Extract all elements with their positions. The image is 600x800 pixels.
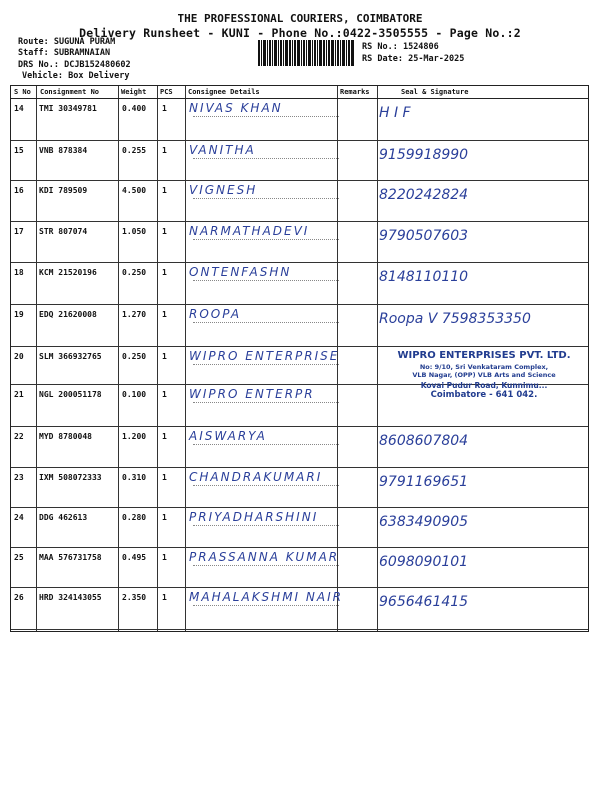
row-consignment-no: IXM 508072333 xyxy=(39,473,102,482)
row-consignee-name: ROOPA xyxy=(189,307,242,321)
row-sno: 15 xyxy=(14,146,24,155)
row-signature: 8148110110 xyxy=(379,269,469,285)
stamp-line4: Coimbatore - 641 042. xyxy=(430,390,538,400)
row-weight: 0.250 xyxy=(122,268,147,277)
row-underline xyxy=(193,525,339,526)
table-row xyxy=(11,548,588,588)
row-underline xyxy=(193,444,339,445)
col-remarks: Remarks xyxy=(340,88,370,96)
row-pcs: 1 xyxy=(162,593,167,602)
row-consignee-name: WIPRO ENTERPRISE xyxy=(189,349,340,363)
row-underline xyxy=(193,198,339,199)
vehicle-line: Vehicle: Box Delivery xyxy=(22,71,130,81)
row-consignee-name: VIGNESH xyxy=(189,183,258,197)
row-underline xyxy=(193,280,339,281)
stamp-line3: Kovai Pudur Road, Kunnimu... xyxy=(420,381,548,390)
col-seal: Seal & Signature xyxy=(401,88,469,96)
table-row xyxy=(11,427,588,468)
table-row xyxy=(11,99,588,141)
row-pcs: 1 xyxy=(162,432,167,441)
row-underline xyxy=(193,158,339,159)
row-weight: 0.250 xyxy=(122,352,147,361)
row-consignment-no: SLM 366932765 xyxy=(39,352,102,361)
row-sno: 14 xyxy=(14,104,24,113)
table-row xyxy=(11,222,588,263)
vehicle-value: Box Delivery xyxy=(68,71,130,81)
row-underline xyxy=(193,605,339,606)
row-consignment-no: NGL 200051178 xyxy=(39,390,102,399)
row-weight: 1.200 xyxy=(122,432,147,441)
row-sno: 20 xyxy=(14,352,24,361)
row-signature: H I F xyxy=(379,105,411,121)
staff-line: Staff: SUBRAMNAIAN xyxy=(18,48,111,58)
row-underline xyxy=(193,565,339,566)
row-weight: 0.100 xyxy=(122,390,147,399)
row-consignee-name: VANITHA xyxy=(189,143,256,157)
row-signature: Roopa V 7598353350 xyxy=(379,311,531,327)
table-row xyxy=(11,588,588,630)
row-pcs: 1 xyxy=(162,553,167,562)
row-consignee-name: AISWARYA xyxy=(189,429,267,443)
row-weight: 1.270 xyxy=(122,310,147,319)
row-pcs: 1 xyxy=(162,186,167,195)
row-sno: 24 xyxy=(14,513,24,522)
row-pcs: 1 xyxy=(162,104,167,113)
table-row xyxy=(11,181,588,222)
row-sno: 26 xyxy=(14,593,24,602)
row-pcs: 1 xyxy=(162,310,167,319)
row-sno: 19 xyxy=(14,310,24,319)
row-consignment-no: VNB 878384 xyxy=(39,146,88,155)
table-row xyxy=(11,468,588,508)
row-pcs: 1 xyxy=(162,473,167,482)
row-weight: 0.255 xyxy=(122,146,147,155)
row-signature: 9656461415 xyxy=(379,594,469,610)
rs-date-value: 25-Mar-2025 xyxy=(408,54,465,64)
company-title: THE PROFESSIONAL COURIERS, COIMBATORE xyxy=(177,12,423,25)
barcode-icon xyxy=(258,40,354,66)
row-pcs: 1 xyxy=(162,268,167,277)
table-row xyxy=(11,305,588,347)
table-row xyxy=(11,263,588,305)
row-consignment-no: HRD 324143055 xyxy=(39,593,102,602)
row-pcs: 1 xyxy=(162,513,167,522)
row-weight: 2.350 xyxy=(122,593,147,602)
stamp-line2: VLB Nagar, (OPP) VLB Arts and Science xyxy=(412,371,556,379)
row-consignment-no: EDQ 21620008 xyxy=(39,310,97,319)
row-signature: 9159918990 xyxy=(379,147,469,163)
row-consignment-no: KCM 21520196 xyxy=(39,268,97,277)
rs-no-line: RS No.: 1524806 xyxy=(362,42,439,52)
row-weight: 1.050 xyxy=(122,227,147,236)
row-underline xyxy=(193,402,339,403)
row-signature: 9791169651 xyxy=(379,474,469,490)
row-consignment-no: MYD 8780048 xyxy=(39,432,92,441)
row-sno: 16 xyxy=(14,186,24,195)
row-consignment-no: KDI 789509 xyxy=(39,186,88,195)
table-row xyxy=(11,141,588,181)
row-weight: 0.310 xyxy=(122,473,147,482)
drs-value: DCJB152480602 xyxy=(64,60,131,70)
runsheet-title: Delivery Runsheet - KUNI - Phone No.:0422-3505555 - Page No.:2 xyxy=(79,26,521,40)
row-consignment-no: TMI 30349781 xyxy=(39,104,97,113)
row-pcs: 1 xyxy=(162,146,167,155)
row-signature: 9790507603 xyxy=(379,228,469,244)
stamp-name: WIPRO ENTERPRISES PVT. LTD. xyxy=(397,350,571,361)
row-consignee-name: WIPRO ENTERPR xyxy=(189,387,315,401)
col-consignment: Consignment No xyxy=(40,88,100,96)
row-consignee-name: PRIYADHARSHINI xyxy=(189,510,319,524)
row-consignment-no: MAA 576731758 xyxy=(39,553,102,562)
row-underline xyxy=(193,485,339,486)
row-underline xyxy=(193,322,339,323)
row-consignee-name: CHANDRAKUMARI xyxy=(189,470,323,484)
table-header xyxy=(11,86,588,99)
row-sno: 17 xyxy=(14,227,24,236)
row-pcs: 1 xyxy=(162,390,167,399)
row-signature: 6098090101 xyxy=(379,554,469,570)
rs-no-value: 1524806 xyxy=(402,42,439,52)
row-consignment-no: STR 807074 xyxy=(39,227,88,236)
row-consignee-name: NIVAS KHAN xyxy=(189,101,283,115)
row-sno: 18 xyxy=(14,268,24,277)
route-value: SUGUNA PURAM xyxy=(53,37,116,47)
row-weight: 0.400 xyxy=(122,104,147,113)
row-consignment-no: DDG 462613 xyxy=(39,513,88,522)
row-pcs: 1 xyxy=(162,352,167,361)
rs-date-line: RS Date: 25-Mar-2025 xyxy=(362,54,465,64)
staff-value: SUBRAMNAIAN xyxy=(53,48,111,58)
route-line: Route: SUGUNA PURAM xyxy=(18,37,116,47)
col-sno: S No xyxy=(14,88,31,96)
runsheet-table xyxy=(10,85,589,632)
row-pcs: 1 xyxy=(162,227,167,236)
row-signature: 8220242824 xyxy=(379,187,469,203)
row-consignee-name: NARMATHADEVI xyxy=(189,224,310,238)
row-underline xyxy=(193,116,339,117)
col-consignee: Consignee Details xyxy=(188,88,260,96)
row-underline xyxy=(193,364,339,365)
row-weight: 4.500 xyxy=(122,186,147,195)
drs-line: DRS No.: DCJB152480602 xyxy=(18,60,131,70)
col-pcs: PCS xyxy=(160,88,173,96)
company-stamp xyxy=(379,350,589,400)
row-consignee-name: PRASSANNA KUMAR xyxy=(189,550,340,564)
col-weight: Weight xyxy=(121,88,147,96)
row-consignee-name: ONTENFASHN xyxy=(189,265,292,279)
row-sno: 22 xyxy=(14,432,24,441)
row-weight: 0.495 xyxy=(122,553,147,562)
row-sno: 25 xyxy=(14,553,24,562)
row-signature: 8608607804 xyxy=(379,433,469,449)
row-signature: 6383490905 xyxy=(379,514,469,530)
row-consignee-name: MAHALAKSHMI NAIR xyxy=(189,590,343,604)
row-weight: 0.280 xyxy=(122,513,147,522)
stamp-line1: No: 9/10, Sri Venkataram Complex, xyxy=(419,363,549,371)
row-underline xyxy=(193,239,339,240)
row-sno: 21 xyxy=(14,390,24,399)
row-sno: 23 xyxy=(14,473,24,482)
table-row xyxy=(11,508,588,548)
